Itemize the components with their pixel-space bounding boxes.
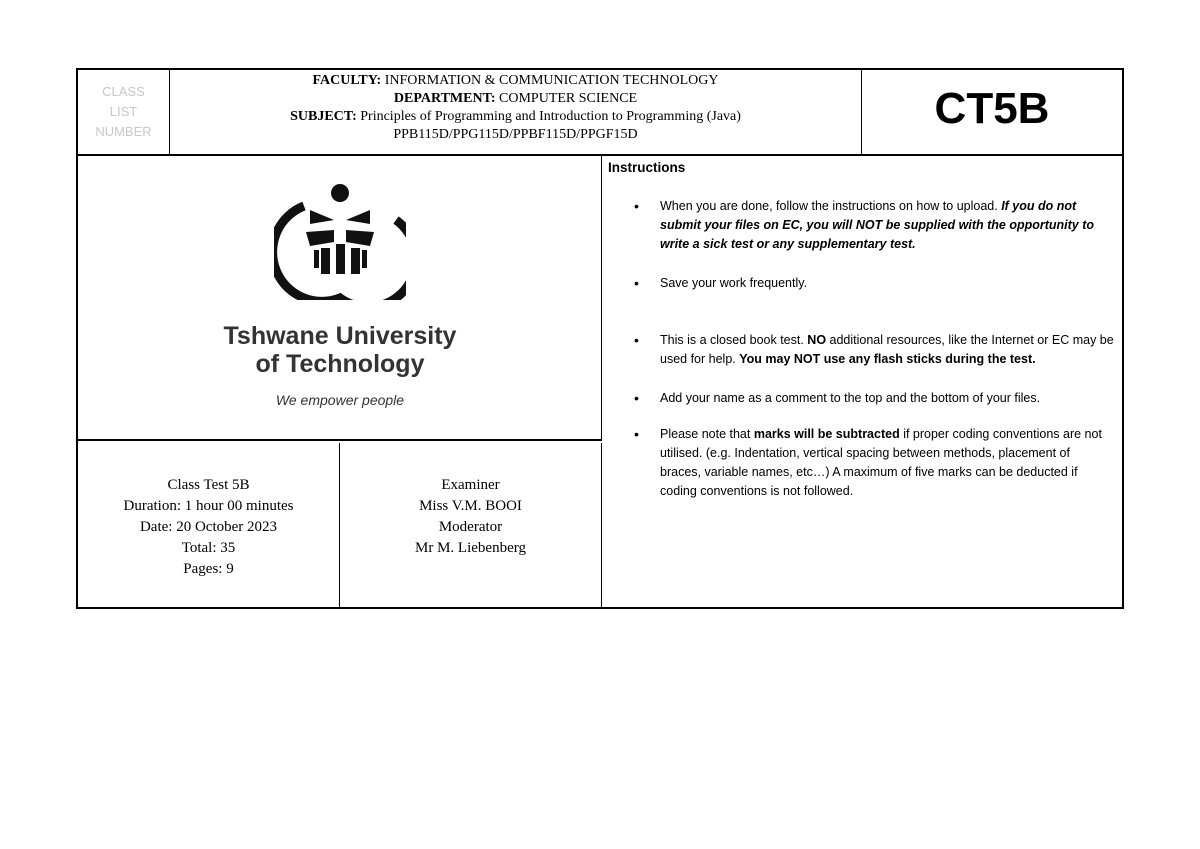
list-item: • This is a closed book test. NO additional resources, like the Internet or EC may be used for help. You may NOT use any flash sticks during the test. bbox=[660, 331, 1114, 369]
instructions-title: Instructions bbox=[608, 160, 686, 175]
faculty-line: FACULTY: INFORMATION & COMMUNICATION TECHNOLOGY bbox=[312, 73, 719, 88]
instructions-list bbox=[608, 197, 1114, 501]
list-item: • Add your name as a comment to the top and the bottom of your files. bbox=[660, 389, 1114, 408]
tut-logo-icon bbox=[274, 180, 406, 300]
class-list-number: CLASS LIST NUMBER bbox=[78, 70, 170, 154]
list-item: • Save your work frequently. bbox=[660, 274, 1114, 293]
test-details: Class Test 5B Duration: 1 hour 00 minutes Date: 20 October 2023 Total: 35 Pages: 9 bbox=[78, 443, 340, 607]
test-code: CT5B bbox=[934, 84, 1050, 133]
list-item: • When you are done, follow the instructions on how to upload. If you do not submit your files on EC, you will NOT be supplied with the opportunity to write a sick test or any supplementary test. bbox=[660, 197, 1114, 254]
department-line: DEPARTMENT: COMPUTER SCIENCE bbox=[393, 91, 638, 106]
subject-codes: PPB115D/PPG115D/PPBF115D/PPGF15D bbox=[393, 127, 638, 142]
examiner-details: Examiner Miss V.M. BOOI Moderator Mr M. Liebenberg bbox=[340, 443, 602, 607]
list-item: • Please note that marks will be subtracted if proper coding conventions are not utilised. (e.g. Indentation, vertical spacing between methods, placement of braces, variable names, etc…) A maximum of five marks can be deducted if coding conventions is not followed. bbox=[660, 425, 1114, 501]
university-name: Tshwane University of Technology bbox=[223, 322, 457, 378]
university-motto: We empower people bbox=[275, 392, 405, 408]
subject-line: SUBJECT: Principles of Programming and Introduction to Programming (Java) bbox=[290, 109, 741, 124]
course-header bbox=[170, 70, 862, 154]
instructions-panel bbox=[602, 156, 1122, 607]
header-row bbox=[78, 70, 1122, 156]
logo-cell bbox=[78, 156, 602, 441]
cover-table bbox=[76, 68, 1124, 609]
